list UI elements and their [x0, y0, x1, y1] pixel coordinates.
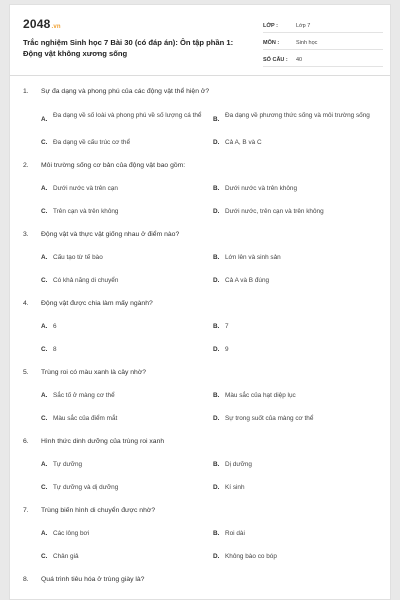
question-list: [23, 87, 383, 584]
option-letter: A.: [41, 185, 48, 192]
answer-option[interactable]: [41, 184, 213, 193]
option-letter: D.: [213, 553, 220, 560]
meta-label: SỐ CÂU :: [263, 56, 288, 63]
answer-option[interactable]: [41, 253, 213, 262]
option-text: Dưới nước, trên cạn và trên không: [225, 208, 324, 215]
option-text: Sắc tố ở màng cơ thể: [53, 392, 115, 399]
option-letter: C.: [41, 277, 48, 284]
answer-option[interactable]: [41, 460, 213, 469]
option-letter: B.: [213, 185, 220, 192]
question-item: [23, 575, 383, 584]
option-letter: A.: [41, 461, 48, 468]
question-prompt: Sự đa dạng và phong phú của các động vật thể hiện ở?: [41, 88, 210, 95]
meta-info: [263, 19, 383, 70]
answer-option[interactable]: [213, 414, 385, 423]
answer-option[interactable]: [213, 552, 385, 561]
page-title: Trắc nghiệm Sinh học 7 Bài 30 (có đáp án): Ôn tập phần 1: Động vật không xương sống: [23, 38, 234, 58]
meta-label: LỚP :: [263, 22, 278, 29]
option-text: Cả A và B đúng: [225, 277, 270, 284]
question-text: [23, 437, 383, 446]
logo-suffix: .vn: [51, 24, 61, 30]
question-item: [23, 437, 383, 506]
option-text: Roi dài: [225, 530, 245, 537]
question-text: [23, 506, 383, 515]
question-text: [23, 230, 383, 239]
answer-option[interactable]: [213, 483, 385, 492]
option-text: Có khả năng di chuyển: [53, 277, 119, 284]
option-text: Trên cạn và trên không: [53, 208, 119, 215]
meta-label: MÔN :: [263, 39, 280, 46]
option-text: 8: [53, 346, 57, 353]
answer-option[interactable]: [41, 414, 213, 423]
answer-option[interactable]: [213, 529, 385, 538]
question-number: 3.: [23, 231, 29, 238]
question-prompt: Động vật và thực vật giống nhau ở điểm nào?: [41, 231, 180, 238]
option-letter: C.: [41, 553, 48, 560]
option-letter: D.: [213, 415, 220, 422]
answer-option[interactable]: [41, 138, 213, 147]
answer-option[interactable]: [213, 253, 385, 262]
option-letter: A.: [41, 392, 48, 399]
question-number: 1.: [23, 88, 29, 95]
answer-option[interactable]: [213, 207, 385, 216]
answer-options: [23, 460, 383, 506]
answer-options: [23, 184, 383, 230]
option-letter: B.: [213, 323, 220, 330]
answer-option[interactable]: [41, 276, 213, 285]
question-number: 6.: [23, 438, 29, 445]
option-text: Màu sắc của điểm mắt: [53, 415, 118, 422]
answer-option[interactable]: [213, 276, 385, 285]
option-text: 7: [225, 323, 229, 330]
option-letter: D.: [213, 484, 220, 491]
question-text: [23, 299, 383, 308]
question-prompt: Môi trường sống cơ bản của động vật bao gồm:: [41, 162, 186, 169]
question-prompt: Động vật được chia làm mấy ngành?: [41, 300, 153, 307]
question-text: [23, 368, 383, 377]
option-text: Kí sinh: [225, 484, 245, 491]
meta-value: 40: [296, 56, 303, 63]
option-letter: C.: [41, 415, 48, 422]
meta-value: Lớp 7: [296, 22, 311, 29]
question-item: [23, 87, 383, 161]
option-letter: C.: [41, 346, 48, 353]
answer-option[interactable]: [41, 529, 213, 538]
question-text: [23, 575, 383, 584]
option-text: Dưới nước và trên không: [225, 185, 297, 192]
option-letter: C.: [41, 484, 48, 491]
answer-option[interactable]: [41, 322, 213, 331]
answer-options: [23, 111, 383, 161]
option-text: Sự trong suốt của màng cơ thể: [225, 415, 314, 422]
answer-option[interactable]: [41, 391, 213, 400]
meta-row-subject: [263, 36, 383, 50]
answer-option[interactable]: [41, 552, 213, 561]
option-text: Dị dưỡng: [225, 461, 252, 468]
option-text: Dưới nước và trên cạn: [53, 185, 118, 192]
option-letter: B.: [213, 116, 220, 123]
answer-option[interactable]: [213, 391, 385, 400]
option-letter: D.: [213, 208, 220, 215]
option-letter: A.: [41, 323, 48, 330]
question-prompt: Quá trình tiêu hóa ở trùng giày là?: [41, 576, 145, 583]
question-text: [23, 87, 383, 96]
answer-option[interactable]: [213, 111, 385, 124]
option-letter: B.: [213, 530, 220, 537]
answer-option[interactable]: [41, 111, 213, 124]
option-text: Đa dạng về phương thức sống và môi trường sống: [225, 112, 370, 119]
option-letter: C.: [41, 208, 48, 215]
document-page: [9, 4, 391, 600]
logo-text: 2048: [23, 17, 51, 31]
option-letter: D.: [213, 346, 220, 353]
question-number: 2.: [23, 162, 29, 169]
header-divider: [10, 75, 391, 76]
question-item: [23, 230, 383, 299]
question-prompt: Trùng biến hình di chuyển được nhờ?: [41, 507, 156, 514]
option-letter: D.: [213, 277, 220, 284]
question-item: [23, 506, 383, 575]
answer-options: [23, 529, 383, 575]
answer-option[interactable]: [213, 460, 385, 469]
option-text: Đa dạng về số loài và phong phú về số lượng cá thể: [53, 112, 202, 119]
option-text: Cấu tạo từ tế bào: [53, 254, 103, 261]
meta-row-class: [263, 19, 383, 33]
answer-options: [23, 322, 383, 368]
question-number: 8.: [23, 576, 29, 583]
question-item: [23, 299, 383, 368]
option-letter: C.: [41, 139, 48, 146]
question-number: 7.: [23, 507, 29, 514]
option-letter: A.: [41, 254, 48, 261]
option-text: Chân giả: [53, 553, 79, 560]
option-text: Không bào co bóp: [225, 553, 277, 560]
option-text: Các lông bơi: [53, 530, 90, 537]
option-text: 6: [53, 323, 57, 330]
answer-options: [23, 391, 383, 437]
question-prompt: Hình thức dinh dưỡng của trùng roi xanh: [41, 438, 165, 445]
question-prompt: Trùng roi có màu xanh là cây nhờ?: [41, 369, 147, 376]
answer-options: [23, 253, 383, 299]
option-letter: D.: [213, 139, 220, 146]
question-item: [23, 368, 383, 437]
meta-row-count: [263, 53, 383, 67]
option-text: Màu sắc của hạt diệp lục: [225, 392, 296, 399]
answer-option[interactable]: [213, 322, 385, 331]
answer-option[interactable]: [213, 138, 385, 147]
question-number: 5.: [23, 369, 29, 376]
answer-option[interactable]: [41, 345, 213, 354]
option-text: Tự dưỡng và dị dưỡng: [53, 484, 119, 491]
answer-option[interactable]: [41, 483, 213, 492]
page-header: [10, 5, 390, 71]
option-text: Lớn lên và sinh sản: [225, 254, 281, 261]
option-letter: A.: [41, 530, 48, 537]
answer-option[interactable]: [213, 345, 385, 354]
option-text: Tự dưỡng: [53, 461, 83, 468]
answer-option[interactable]: [41, 207, 213, 216]
option-letter: B.: [213, 392, 220, 399]
question-number: 4.: [23, 300, 29, 307]
option-letter: B.: [213, 254, 220, 261]
option-text: 9: [225, 346, 229, 353]
option-letter: A.: [41, 116, 48, 123]
answer-option[interactable]: [213, 184, 385, 193]
option-letter: B.: [213, 461, 220, 468]
meta-value: Sinh học: [296, 39, 318, 46]
option-text: Đa dạng về cấu trúc cơ thể: [53, 139, 131, 146]
question-text: [23, 161, 383, 170]
option-text: Cả A, B và C: [225, 139, 262, 146]
question-item: [23, 161, 383, 230]
